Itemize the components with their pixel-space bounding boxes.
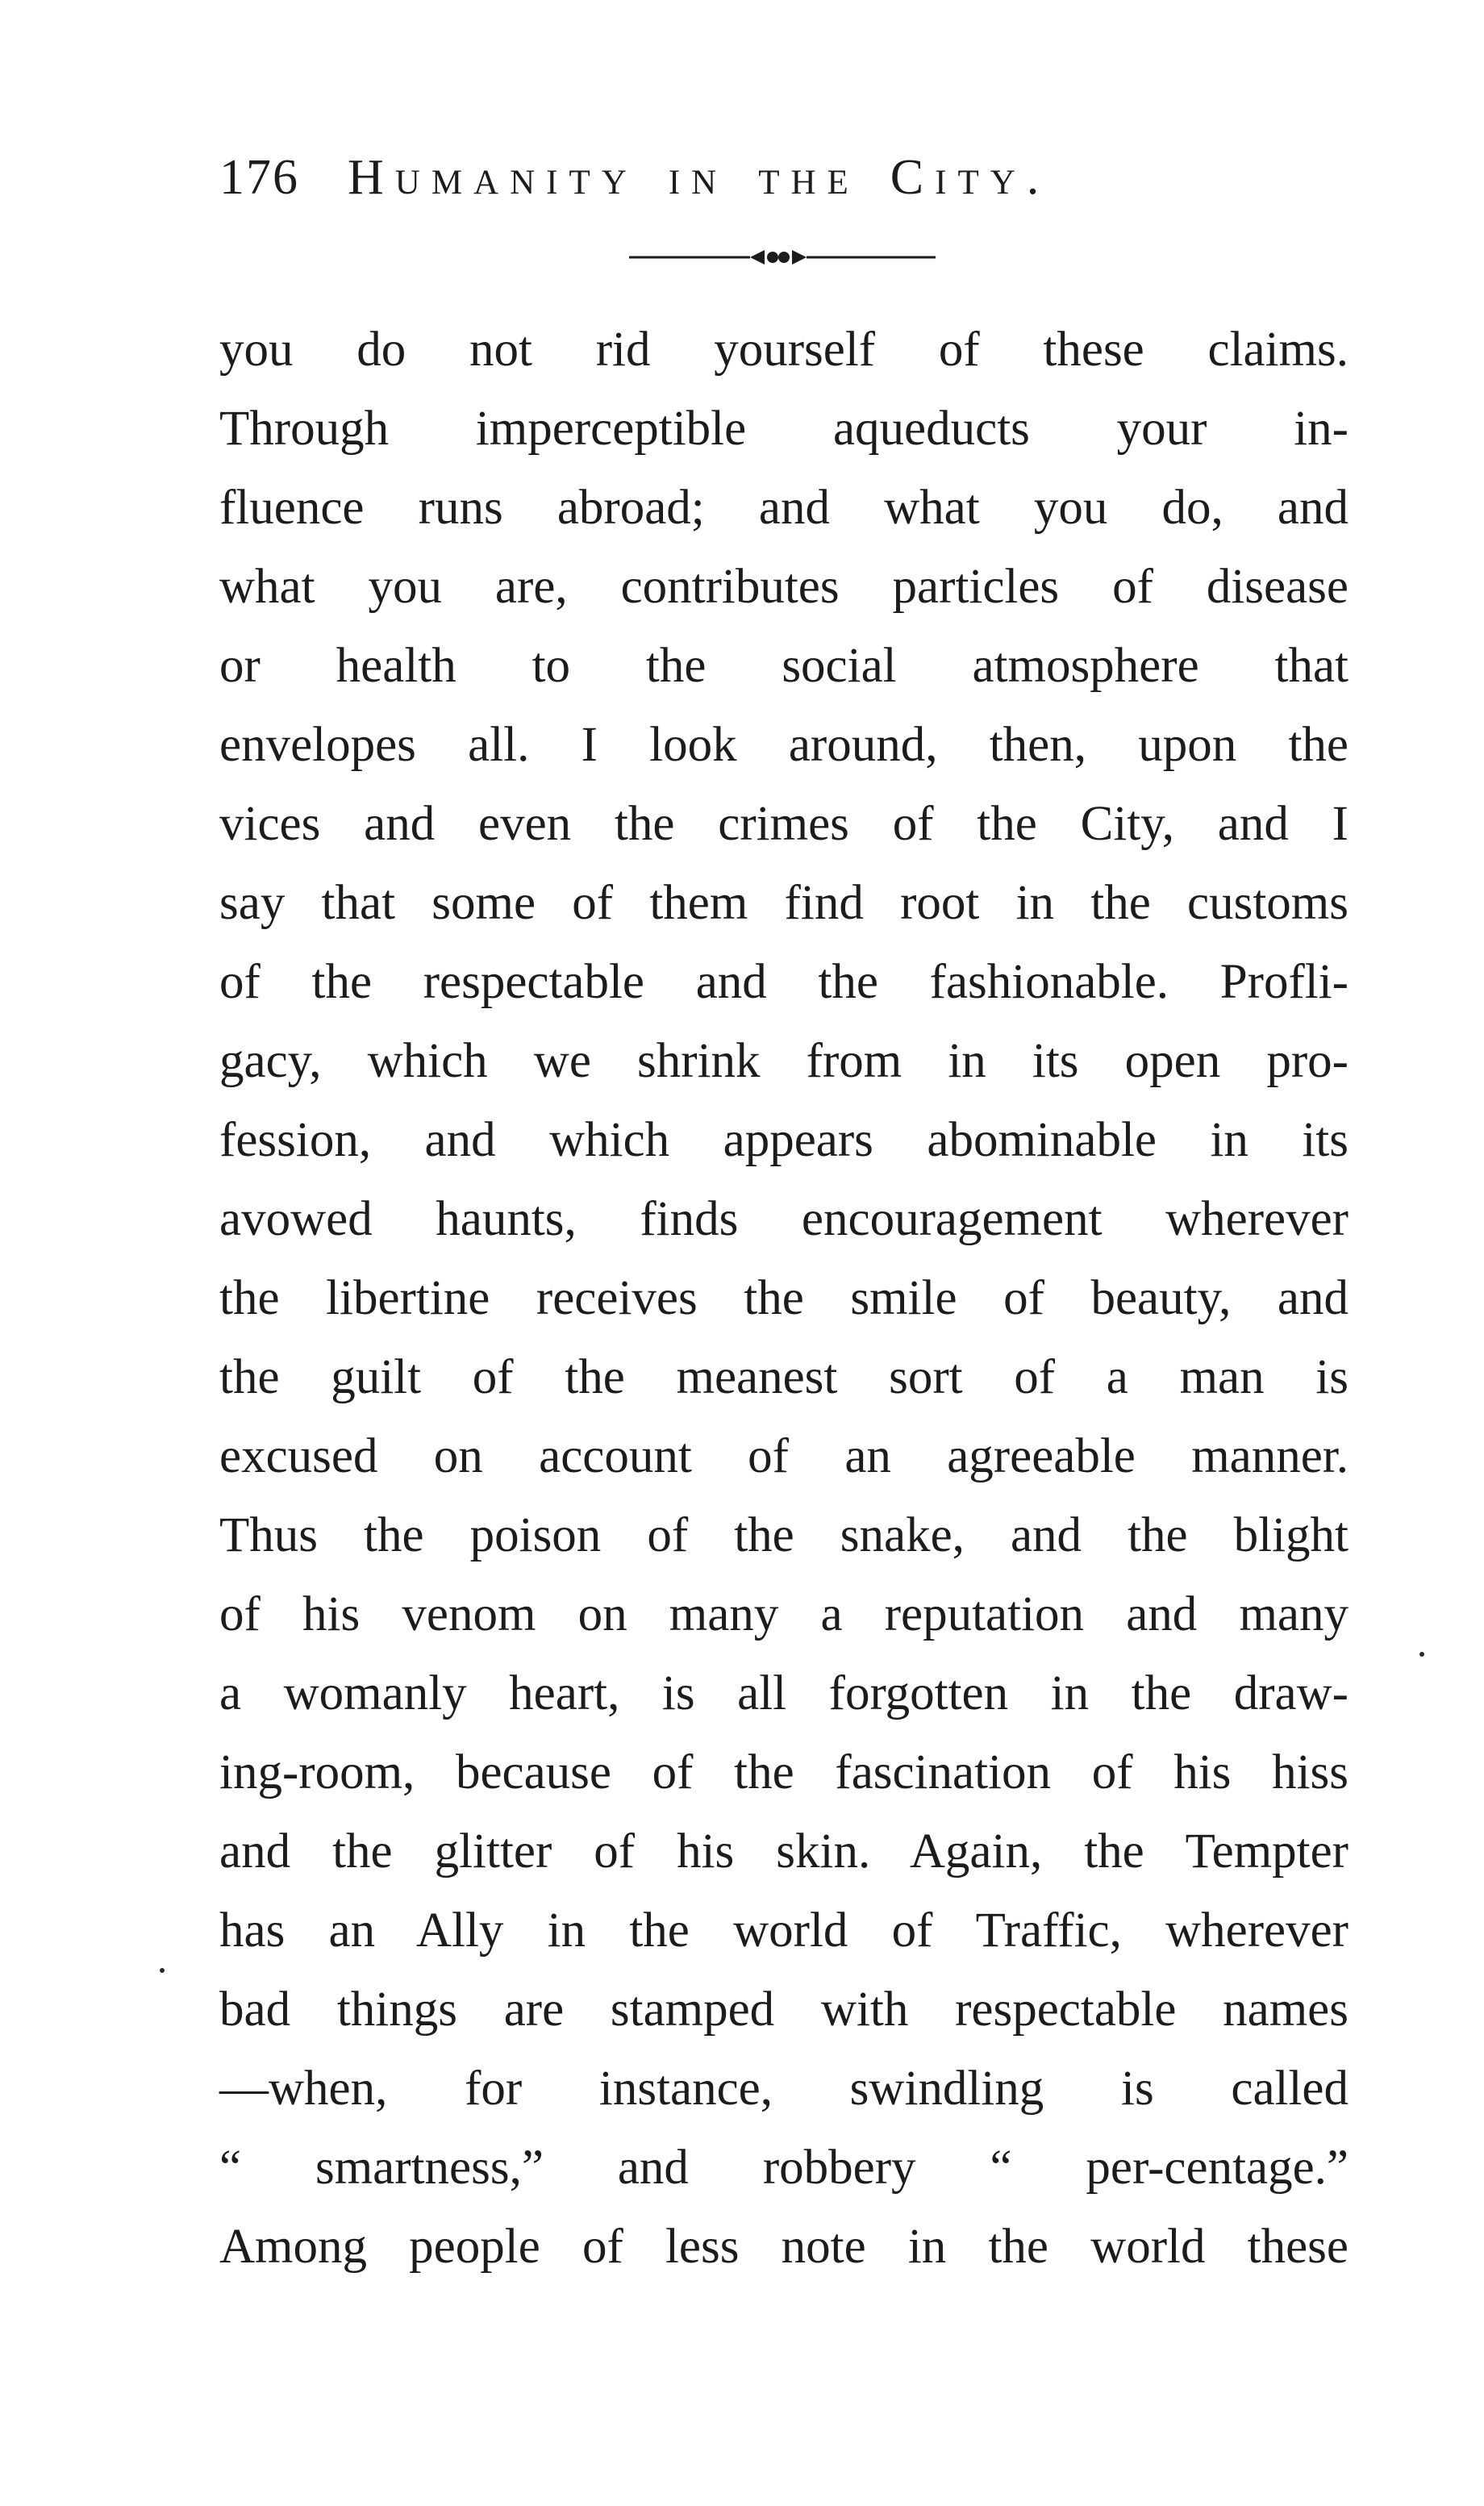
text-line: Among people of less note in the world these bbox=[219, 2220, 1349, 2274]
text-line: fession, and which appears abominable in its bbox=[219, 1113, 1349, 1167]
text-line: what you are, contributes particles of disease bbox=[219, 560, 1349, 614]
text-line: has an Ally in the world of Traffic, wherever bbox=[219, 1903, 1349, 1958]
text-line: —when, for instance, swindling is called bbox=[219, 2062, 1349, 2116]
text-line: gacy, which we shrink from in its open pro- bbox=[219, 1034, 1349, 1088]
text-line: fluence runs abroad; and what you do, and bbox=[219, 481, 1349, 535]
text-line: vices and even the crimes of the City, and I bbox=[219, 797, 1349, 851]
page-number: 176 bbox=[219, 150, 299, 205]
text-line: bad things are stamped with respectable names bbox=[219, 1983, 1349, 2037]
text-line: say that some of them find root in the customs bbox=[219, 876, 1349, 930]
text-line: of the respectable and the fashionable. Profli- bbox=[219, 955, 1349, 1009]
text-line: avowed haunts, finds encouragement wherever bbox=[219, 1192, 1349, 1246]
text-line: the guilt of the meanest sort of a man is bbox=[219, 1350, 1349, 1404]
rule-with-diamond-ornament-icon bbox=[621, 245, 944, 269]
body-text bbox=[219, 311, 1349, 2287]
stray-ink-dot bbox=[1419, 1652, 1424, 1657]
text-line: Through imperceptible aqueducts your in- bbox=[219, 402, 1349, 456]
text-line: or health to the social atmosphere that bbox=[219, 639, 1349, 693]
stray-ink-dot bbox=[160, 1968, 165, 1973]
text-line: the libertine receives the smile of beauty, and bbox=[219, 1271, 1349, 1325]
running-title-word: in bbox=[668, 150, 728, 205]
text-line: you do not rid yourself of these claims. bbox=[219, 323, 1349, 377]
text-line: “ smartness,” and robbery “ per-centage.” bbox=[219, 2141, 1349, 2195]
running-title-word: Humanity bbox=[348, 150, 638, 205]
text-line: envelopes all. I look around, then, upon the bbox=[219, 718, 1349, 772]
text-line: of his venom on many a reputation and many bbox=[219, 1587, 1349, 1641]
text-line: excused on account of an agreeable manner. bbox=[219, 1429, 1349, 1483]
text-line: and the glitter of his skin. Again, the Tempter bbox=[219, 1824, 1349, 1878]
running-head bbox=[219, 145, 1349, 210]
running-title-word: City. bbox=[890, 150, 1051, 205]
running-title-word: the bbox=[758, 150, 860, 205]
text-line: Thus the poison of the snake, and the blight bbox=[219, 1508, 1349, 1562]
text-line: ing-room, because of the fascination of his hiss bbox=[219, 1745, 1349, 1799]
running-title bbox=[348, 145, 1081, 210]
text-line: a womanly heart, is all forgotten in the draw- bbox=[219, 1666, 1349, 1720]
